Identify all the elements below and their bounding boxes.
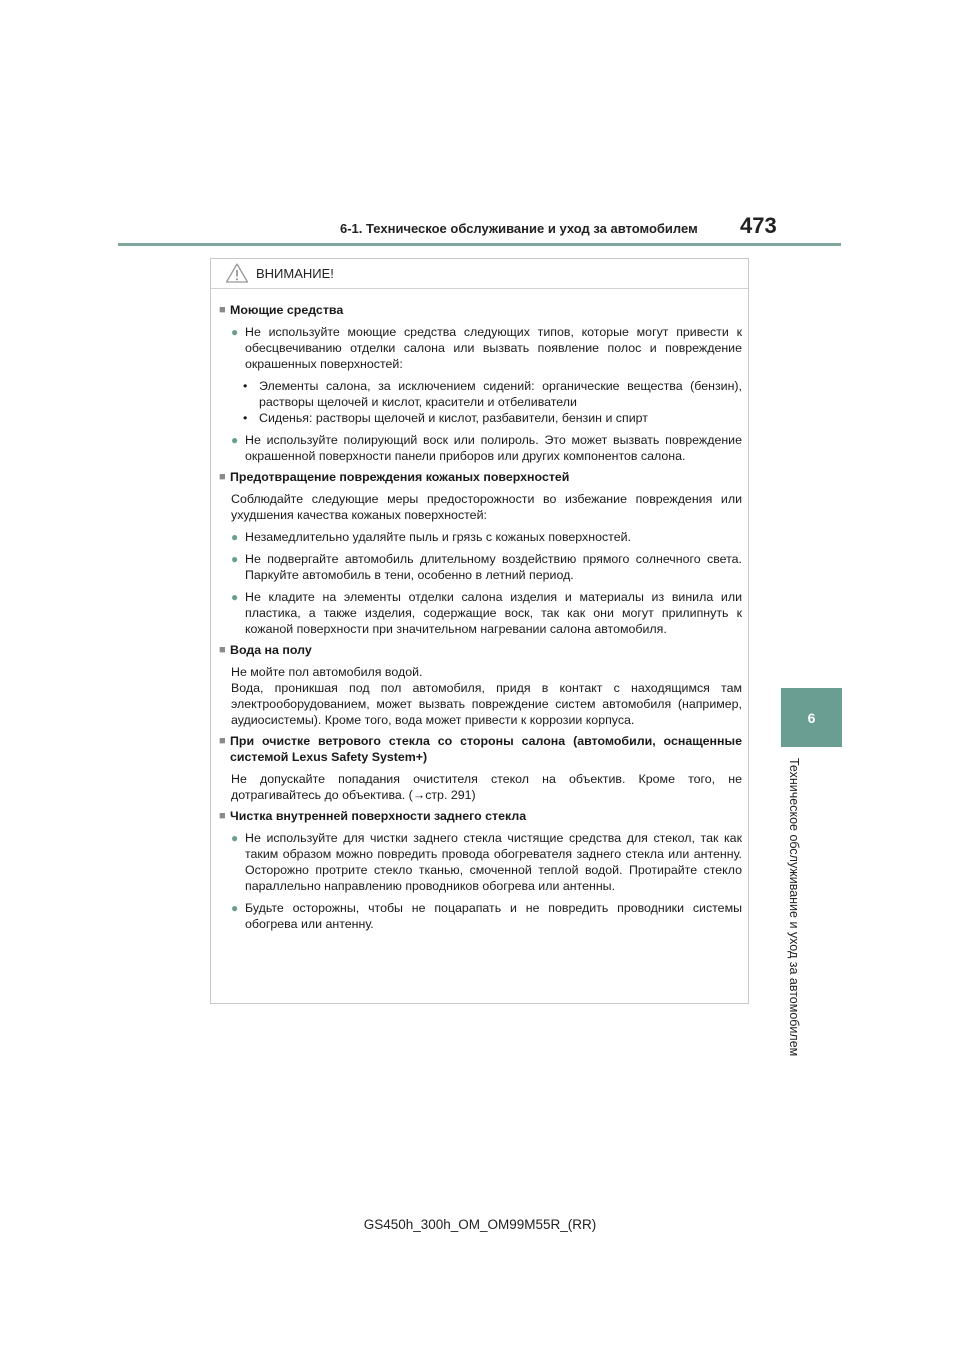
section-title-detergents: ■ Моющие средства — [219, 303, 344, 317]
circle-bullet-icon: ● — [231, 433, 239, 447]
header-divider — [118, 243, 841, 246]
list-item: ● Не используйте моющие средства следующих типов, которые могут привести к обесцвечиванию отделки салона или вызвать появление полос и повреждение окрашенных поверхностей: — [231, 325, 742, 371]
sub-list-item: • Элементы салона, за исключением сидений: органические вещества (бензин), растворы щелочей и кислот, красители и отбеливатели — [243, 379, 742, 409]
warning-content — [211, 289, 748, 932]
warning-triangle-icon — [225, 262, 249, 289]
circle-bullet-icon: ● — [231, 831, 239, 845]
chapter-title-vertical: Техническое обслуживание и уход за автомобилем — [787, 758, 801, 1057]
section-title-water-floor: ■ Вода на полу — [219, 643, 312, 657]
section-title-rear-window: ■ Чистка внутренней поверхности заднего стекла — [219, 809, 527, 823]
circle-bullet-icon: ● — [231, 552, 239, 566]
circle-bullet-icon: ● — [231, 901, 239, 915]
square-bullet-icon: ■ — [219, 735, 226, 747]
list-item: ● Не кладите на элементы отделки салона изделия и материалы из винила или пластика, а также изделия, содержащие воск, так как они могут прилипнуть к кожаной поверхности при значительном нагревании салона автомобиля. — [231, 590, 742, 636]
circle-bullet-icon: ● — [231, 325, 239, 339]
square-bullet-icon: ■ — [219, 304, 226, 316]
sub-list-item: • Сиденья: растворы щелочей и кислот, разбавители, бензин и спирт — [243, 411, 648, 425]
section-intro: Соблюдайте следующие меры предосторожности во избежание повреждения или ухудшения качества кожаных поверхностей: — [231, 492, 742, 522]
paragraph: Не допускайте попадания очистителя стекол на объектив. Кроме того, не дотрагивайтесь до объектива. (→стр. 291) — [231, 772, 742, 802]
square-bullet-icon: ■ — [219, 471, 226, 483]
paragraph: Не мойте пол автомобиля водой. Вода, проникшая под пол автомобиля, придя в контакт с находящимся там электрооборудованием, может вызвать повреждение систем автомобиля (например, аудиосистемы). Кроме того, вода может привести к коррозии корпуса. — [231, 665, 742, 727]
square-bullet-icon: ■ — [219, 810, 226, 822]
chapter-number: 6 — [807, 709, 816, 726]
page-number: 473 — [740, 213, 777, 238]
list-item: ● Будьте осторожны, чтобы не поцарапать и не повредить проводники системы обогрева или антенну. — [231, 901, 742, 931]
warning-label: ВНИМАНИЕ! — [256, 266, 334, 281]
chapter-side-title — [779, 758, 809, 1088]
list-item: ● Не используйте полирующий воск или полироль. Это может вызвать повреждение окрашенной поверхности панели приборов или других компонентов салона. — [231, 433, 742, 463]
list-item: ● Незамедлительно удаляйте пыль и грязь с кожаных поверхностей. — [231, 530, 631, 544]
section-water-floor — [219, 642, 742, 728]
circle-bullet-icon: ● — [231, 530, 239, 544]
warning-box — [210, 258, 749, 1004]
warning-header — [211, 259, 748, 289]
section-detergents — [219, 302, 742, 464]
section-rear-window — [219, 808, 742, 932]
list-item: ● Не подвергайте автомобиль длительному воздействию прямого солнечного света. Паркуйте автомобиль в тени, особенно в летний период. — [231, 552, 742, 582]
list-item: ● Не используйте для чистки заднего стекла чистящие средства для стекол, так как таким образом можно повредить провода обогревателя заднего стекла или антенну. Осторожно протрите стекло тканью, смоченной теплой водой. Протирайте стекло параллельно направлению проводников обогрева или антенны. — [231, 831, 742, 893]
section-leather — [219, 469, 742, 637]
circle-bullet-icon: ● — [231, 590, 239, 604]
chapter-tab — [781, 688, 842, 747]
section-windshield — [219, 733, 742, 803]
document-code: GS450h_300h_OM_OM99M55R_(RR) — [363, 1217, 597, 1232]
square-bullet-icon: ■ — [219, 644, 226, 656]
section-title: 6-1. Техническое обслуживание и уход за автомобилем — [340, 221, 698, 236]
section-title-leather: ■ Предотвращение повреждения кожаных поверхностей — [219, 470, 570, 484]
section-title-windshield: ■ При очистке ветрового стекла со стороны салона (автомобили, оснащенные системой Lexus Safety System+) — [219, 734, 742, 764]
